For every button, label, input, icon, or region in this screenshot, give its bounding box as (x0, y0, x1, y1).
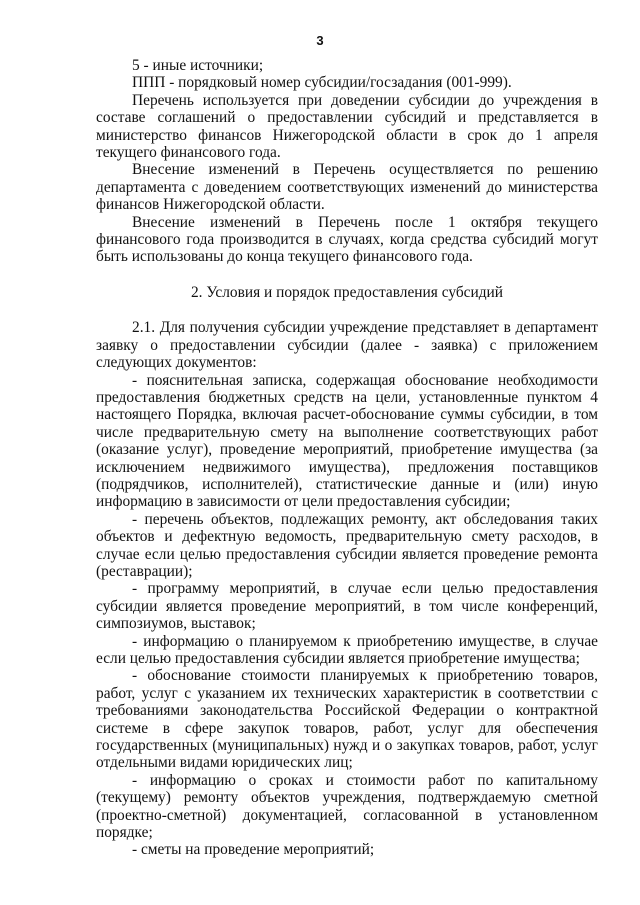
paragraph-amendments: Внесение изменений в Перечень осуществляется по решению департамента с доведением соответствующих изменений до министерства финансов Нижегородской области. (96, 161, 598, 214)
list-item-other-sources: 5 - иные источники; (132, 57, 264, 74)
list-item-event-estimates: - сметы на проведение мероприятий; (132, 841, 375, 859)
page-number: 3 (316, 33, 324, 48)
list-item-cost-justification: - обоснование стоимости планируемых к приобретению товаров, работ, услуг с указанием их технических характеристик в соответствии с требованиями законодательства Российской Федерации о контрактной системе в сфере закупок товаров, работ, услуг для обеспечения государственных (муниципальных) нужд и о закупках товаров, работ, услуг отдельными видами юридических лиц; (96, 667, 598, 772)
list-item-property-info: - информацию о планируемом к приобретению имуществе, в случае если целью предоставления субсидии является приобретение имущества; (96, 632, 598, 667)
list-item-repair-cost-info: - информацию о сроках и стоимости работ по капитальному (текущему) ремонту объектов учреждения, подтверждаемую сметной (проектно-сметной) документацией, согласованной в установленном порядке; (96, 771, 598, 842)
list-item-explanatory-note: - пояснительная записка, содержащая обоснование необходимости предоставления бюджетных средств на цели, установленные пунктом 4 настоящего Порядка, включая расчет-обоснование суммы субсидии, в том числе предварительную смету на выполнение соответствующих работ (оказание услуг), проведение мероприятий, приобретение имущества (за исключением недвижимого имущества), предложения поставщиков (подрядчиков, исполнителей), статистические данные и (или) иную информацию в зависимости от цели предоставления субсидии; (96, 371, 598, 511)
list-item-events-program: - программу мероприятий, в случае если целью предоставления субсидии является проведение мероприятий, в том числе конференций, симпозиумов, выставок; (96, 580, 598, 633)
paragraph-2-1: 2.1. Для получения субсидии учреждение представляет в департамент заявку о предоставлении субсидии (далее - заявка) с приложением следующих документов: (96, 319, 598, 372)
section-heading: 2. Условия и порядок предоставления субсидий (190, 283, 504, 301)
paragraph-amendments-after-october: Внесение изменений в Перечень после 1 октября текущего финансового года производится в случаях, когда средства субсидий могут быть использованы до конца текущего финансового года. (96, 213, 598, 266)
paragraph-list-usage: Перечень используется при доведении субсидии до учреждения в составе соглашений о предоставлении субсидий и представляется в министерство финансов Нижегородской области в срок до 1 апреля текущего финансового года. (96, 91, 598, 162)
document-body (96, 57, 598, 859)
list-item-repair-objects: - перечень объектов, подлежащих ремонту, акт обследования таких объектов и дефектную ведомость, предварительную смету расходов, в случае если целью предоставления субсидии является проведение ремонта (реставрации); (96, 510, 598, 580)
list-item-ppp: ППП - порядковый номер субсидии/госзадания (001-999). (132, 74, 512, 92)
